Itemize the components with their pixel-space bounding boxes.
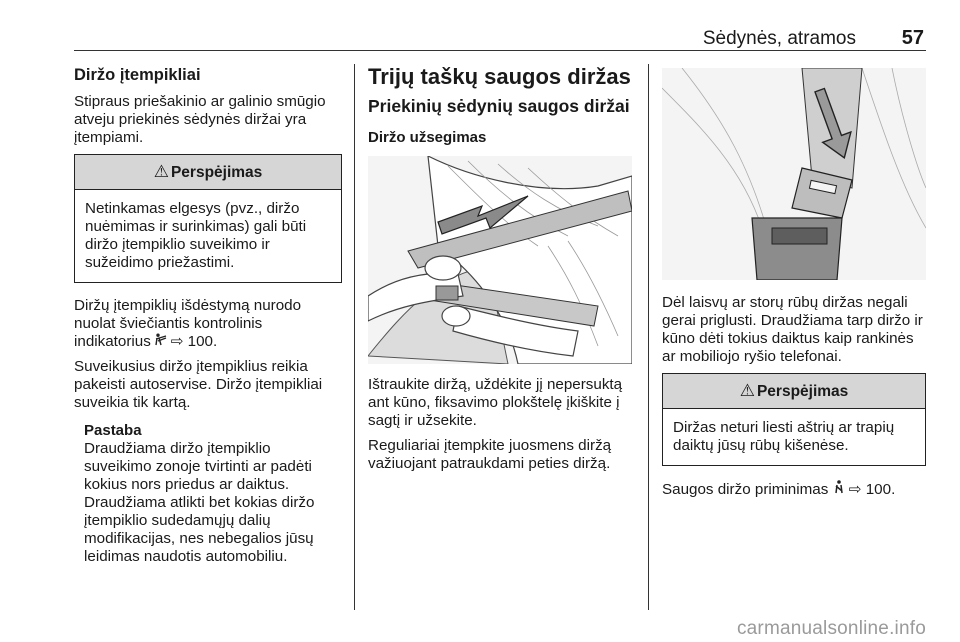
- reminder-paragraph: [662, 480, 926, 499]
- page-reference-icon: ⇨: [170, 333, 184, 350]
- replace-paragraph: Suveikusius diržo įtempiklius reikia pakeisti autoservise. Diržo įtempikliai suveikia tik kartą.: [74, 358, 323, 411]
- subheading-fastening: Diržo užsegimas: [368, 129, 487, 146]
- buckle-drawing: [662, 68, 926, 280]
- fastening-drawing: [368, 156, 632, 364]
- indicator-text: Diržų įtempiklių išdėstymą nurodo nuolat šviečiantis kontrolinis indikatorius: [74, 297, 302, 350]
- fastening-paragraph: Ištraukite diržą, uždėkite jį nepersuktą ant kūno, fiksavimo plokštelę įkiškite į sagtį ir užsekite.: [368, 376, 623, 429]
- intro-paragraph: Stipraus priešakinio ar galinio smūgio atveju priekinės sėdynės diržai yra įtempiami.: [74, 93, 326, 146]
- warning-title: Perspėjimas: [170, 164, 263, 181]
- warning-box: [74, 154, 342, 283]
- belt-pretensioner-icon: [155, 334, 171, 349]
- column-middle: [368, 60, 636, 480]
- column-right: [662, 60, 926, 506]
- subheading-front-belts: Priekinių sėdynių saugos diržai: [368, 96, 630, 116]
- column-divider: [354, 64, 355, 610]
- note-box: [74, 422, 342, 566]
- heading-pretensioners: Diržo įtempikliai: [74, 66, 201, 84]
- illustration-fastening: [368, 156, 632, 364]
- seatbelt-reminder-icon: [833, 481, 849, 498]
- note-title: Pastaba: [84, 422, 142, 439]
- heading-three-point-belt: Trijų taškų saugos diržas: [368, 64, 631, 89]
- section-title: Sėdynės, atramos: [702, 28, 856, 49]
- warning-triangle-icon: ⚠: [153, 162, 169, 181]
- warning-body: [75, 190, 341, 282]
- warning-text: Diržas neturi liesti aštrių ar trapių daiktų jūsų rūbų kišenėse.: [673, 419, 895, 454]
- indicator-paragraph: [74, 297, 342, 351]
- warning-title: Perspėjimas: [756, 383, 849, 400]
- reminder-text: Saugos diržo priminimas: [662, 481, 829, 498]
- page-header: [74, 26, 926, 51]
- warning-header: [75, 155, 341, 190]
- warning-header: [663, 374, 925, 409]
- illustration-buckle: [662, 68, 926, 280]
- page-reference-icon: ⇨: [848, 481, 862, 498]
- warning-box: [662, 373, 926, 466]
- watermark: carmanualsonline.info: [736, 618, 926, 639]
- tighten-paragraph: Reguliariai įtempkite juosmens diržą važiuojant patraukdami peties diržą.: [368, 437, 612, 472]
- warning-text: Netinkamas elgesys (pvz., diržo nuėmimas ir surinkimas) gali būti diržo įtempiklio suveikimo ir sužeidimo priežastimi.: [85, 200, 307, 271]
- clothing-paragraph: Dėl laisvų ar storų rūbų diržas negali gerai priglusti. Draudžiama tarp diržo ir kūno dėti tokius daiktus kaip rankinės ar mobiliojo ryšio telefonai.: [662, 294, 923, 365]
- warning-body: [663, 409, 925, 465]
- reminder-page-ref[interactable]: 100.: [865, 481, 896, 498]
- warning-triangle-icon: ⚠: [739, 381, 755, 400]
- column-divider: [648, 64, 649, 610]
- indicator-page-ref[interactable]: 100.: [187, 333, 218, 350]
- note-text: Draudžiama diržo įtempiklio suveikimo zonoje tvirtinti ar padėti kokius nors priedus ar daiktus. Draudžiama atlikti bet kokias diržo įtempiklio sudedamųjų dalių modifikacijas, nes nebegalios jūsų leidimas naudotis automobiliu.: [84, 440, 315, 565]
- column-left: [74, 60, 342, 566]
- page-number: 57: [901, 27, 924, 49]
